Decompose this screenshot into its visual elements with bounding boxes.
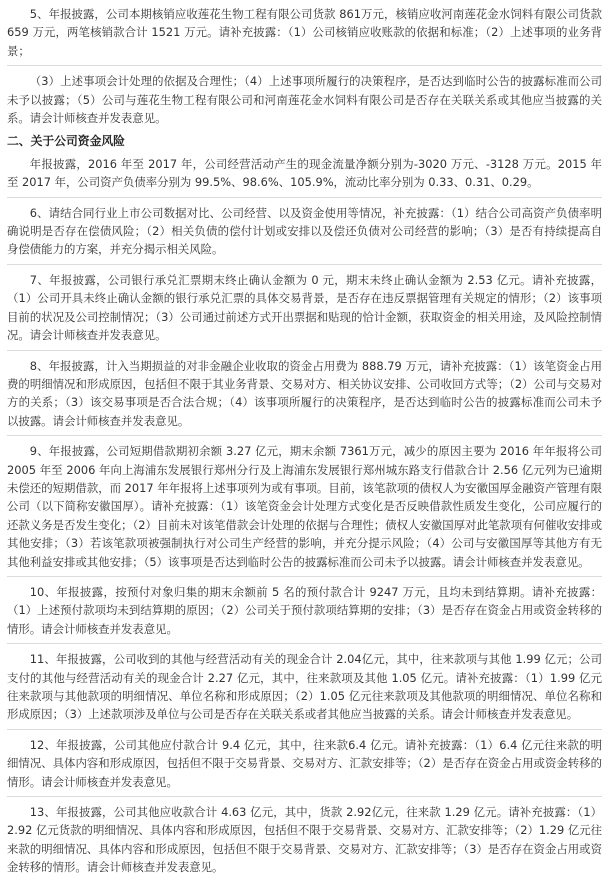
- page-divider: [7, 729, 602, 730]
- page-divider: [7, 264, 602, 265]
- page-divider: [7, 197, 602, 198]
- question-9: 9、年报披露，公司短期借款期初余额 3.27 亿元，期末余额 7361万元，减少的原因主要为 2016 年年报将公司 2005 年至 2006 年向上海浦东发展银行郑州分行及上海浦东发展银行郑州城东路支行借款合计 2.56 亿元列为已逾期未偿还的短期借款，而 2017 年年报将上述事项列为或有事项。目前，该笔款项的债权人为安徽国厚金融资产管理有限公司（以下简称安徽国厚）。请补充披露：（1）该笔资金会计处理方式变化是否反映借款性质发生变化，公司应履行的还款义务是否发生变化；（2）目前未对该笔借款会计处理的依据与合理性；债权人安徽国厚对此笔款项有何催收安排或其他安排；（3）若该笔款项被强制执行对公司生产经营的影响，并充分提示风险；（4）公司与安徽国厚等其他方有无其他利益安排或其他安排；（5）该事项是否达到临时公告的披露标准而公司未予以披露。请会计师核查并发表意见。: [7, 444, 602, 569]
- page-divider: [7, 796, 602, 797]
- cashflow-intro: 年报披露，2016 年至 2017 年，公司经营活动产生的现金流量净额分别为-3020 万元、-3128 万元。2015 年至 2017 年，公司资产负债率分别为 99.5%、98.6%、105.9%，流动比率分别为 0.33、0.31、0.29。: [7, 156, 602, 190]
- question-5-part-1: 5、年报披露，公司本期核销应收莲花生物工程有限公司货款 861万元，核销应收河南莲花金水饲料有限公司货款 659 万元，两笔核销款合计 1521 万元。请补充披露：（1）公司核销应收账款的依据和标准；（2）上述事项的业务背景；: [7, 7, 602, 58]
- question-11: 11、年报披露，公司收到的其他与经营活动有关的现金合计 2.04亿元，其中，往来款项与其他 1.99 亿元；公司支付的其他与经营活动有关的现金合计 2.27 亿元，其中，往来款项及其他 1.05 亿元。请补充披露：（1）1.99 亿元往来款项与其他款项的明细情况、单位名称和形成原因；（2）1.05 亿元往来款项及其他款项的明细情况、单位名称和形成原因；（3）上述款项涉及单位与公司是否存在关联关系或者其他应当披露的关系。请会计师核查并发表意见。: [7, 652, 602, 722]
- page-divider: [7, 65, 602, 66]
- question-6: 6、请结合同行业上市公司数据对比、公司经营、以及资金使用等情况，补充披露：（1）结合公司高资产负债率明确说明是否存在偿债风险；（2）相关负债的偿付计划或安排以及偿还负债对公司经营的影响；（3）是否有持续提高自身偿债能力的方案，并充分揭示相关风险。: [7, 205, 602, 257]
- page-divider: [7, 576, 602, 577]
- page-divider: [7, 643, 602, 644]
- question-8: 8、年报披露，计入当期损益的对非金融企业收取的资金占用费为 888.79 万元，请补充披露：（1）该笔资金占用费的明细情况和形成原因，包括但不限于其业务背景、交易对方、相关协议安排、公司收回方式等；（2）公司与交易对方的关系；（3）该交易事项是否合法合规；（4）该事项所履行的决策程序，是否达到临时公告的披露标准而公司未予以披露。请会计师核查并发表意见。: [7, 358, 602, 428]
- section-heading: 二、关于公司资金风险: [7, 134, 125, 149]
- question-13: 13、年报披露，公司其他应收款合计 4.63 亿元，其中，货款 2.92亿元，往来款 1.29 亿元。请补充披露：（1）2.92 亿元货款的明细情况、具体内容和形成原因，包括但不限于交易背景、交易对方、汇款安排等；（2）1.29 亿元往来款的明细情况、具体内容和形成原因，包括但不限于交易背景、交易对方、汇款安排等；（3）是否存在资金占用或资金转移的情形。请会计师核查并发表意见。: [7, 805, 602, 875]
- question-10: 10、年报披露，按预付对象归集的期末余额前 5 名的预付款合计 9247 万元，且均未到结算期。请补充披露：（1）上述预付款项均未到结算期的原因；（2）公司关于预付款项结算期的安排；（3）是否存在资金占用或资金转移的情形。请会计师核查并发表意见。: [7, 584, 602, 636]
- question-5-part-2: （3）上述事项会计处理的依据及合理性；（4）上述事项所履行的决策程序，是否达到临时公告的披露标准而公司未予以披露；（5）公司与莲花生物工程有限公司和河南莲花金水饲料有限公司是否存在关联关系或其他应当披露的关系。请会计师核查并发表意见。: [7, 74, 602, 126]
- question-12: 12、年报披露，公司其他应付款合计 9.4 亿元，其中，往来款6.4 亿元。请补充披露：（1）6.4 亿元往来款的明细情况、具体内容和形成原因，包括但不限于交易背景、交易对方、汇款安排等；（2）是否存在资金占用或资金转移的情形。请会计师核查并发表意见。: [7, 737, 602, 789]
- page-divider: [7, 435, 602, 436]
- page-divider: [7, 350, 602, 351]
- question-7: 7、年报披露，公司银行承兑汇票期末终止确认金额为 0 元，期末未终止确认金额为 2.53 亿元。请补充披露，（1）公司开具未终止确认金额的银行承兑汇票的具体交易背景，是否存在违反票据管理有关规定的情形；（2）该事项目前的状况及公司控制情况；（3）公司通过前述方式开出票据和贴现的恰计金额，获取资金的相关用途，及风险控制情况。请会计师核查并发表意见。: [7, 272, 602, 343]
